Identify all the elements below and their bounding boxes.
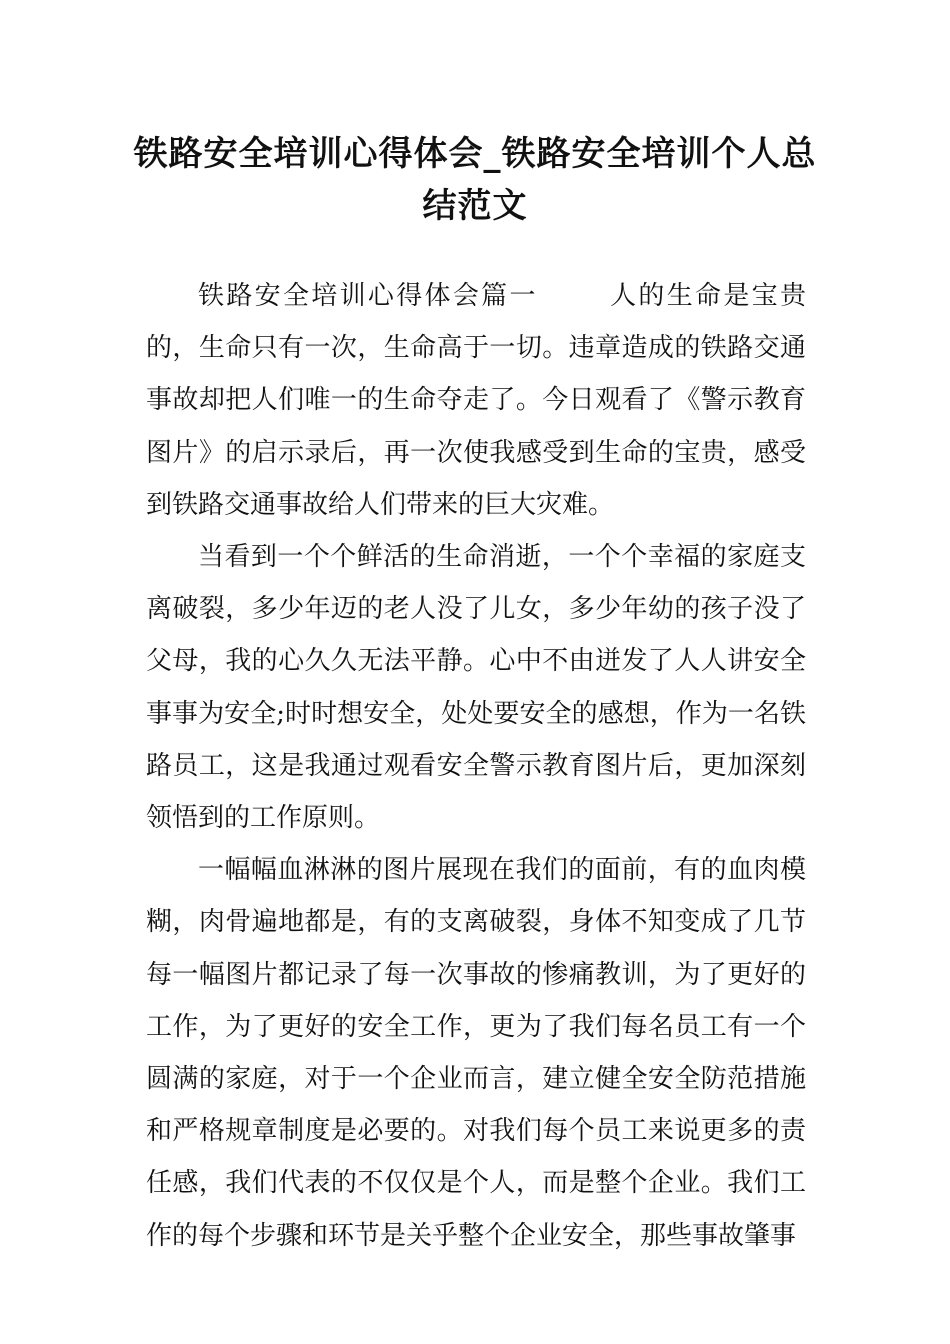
paragraph-1-text: 人的生命是宝贵的，生命只有一次，生命高于一切。违章造成的铁路交通事故却把人们唯一的生命夺走了。今日观看了《警示教育图片》的启示录后，再一次使我感受到生命的宝贵，感受到铁路交通事故给人们带来的巨大灾难。 xyxy=(146,281,806,520)
document-title: 铁路安全培训心得体会_铁路安全培训个人总结范文 xyxy=(133,134,817,226)
paragraph-1 xyxy=(146,270,806,531)
paragraph-2: 当看到一个个鲜活的生命消逝，一个个幸福的家庭支离破裂，多少年迈的老人没了儿女，多少年幼的孩子没了父母，我的心久久无法平静。心中不由迸发了人人讲安全事事为安全;时时想安全，处处要安全的感想，作为一名铁路员工，这是我通过观看安全警示教育图片后，更加深刻领悟到的工作原则。 xyxy=(146,542,806,834)
document-body xyxy=(146,270,806,1262)
paragraph-3: 一幅幅血淋淋的图片展现在我们的面前，有的血肉模糊，肉骨遍地都是，有的支离破裂，身体不知变成了几节每一幅图片都记录了每一次事故的惨痛教训，为了更好的工作，为了更好的安全工作，更为了我们每名员工有一个圆满的家庭，对于一个企业而言，建立健全安全防范措施和严格规章制度是必要的。对我们每个员工来说更多的责任感，我们代表的不仅仅是个人，而是整个企业。我们工作的每个步骤和环节是关乎整个企业安全，那些事故肇事 xyxy=(146,855,806,1251)
section-heading: 铁路安全培训心得体会篇一 xyxy=(198,281,538,311)
